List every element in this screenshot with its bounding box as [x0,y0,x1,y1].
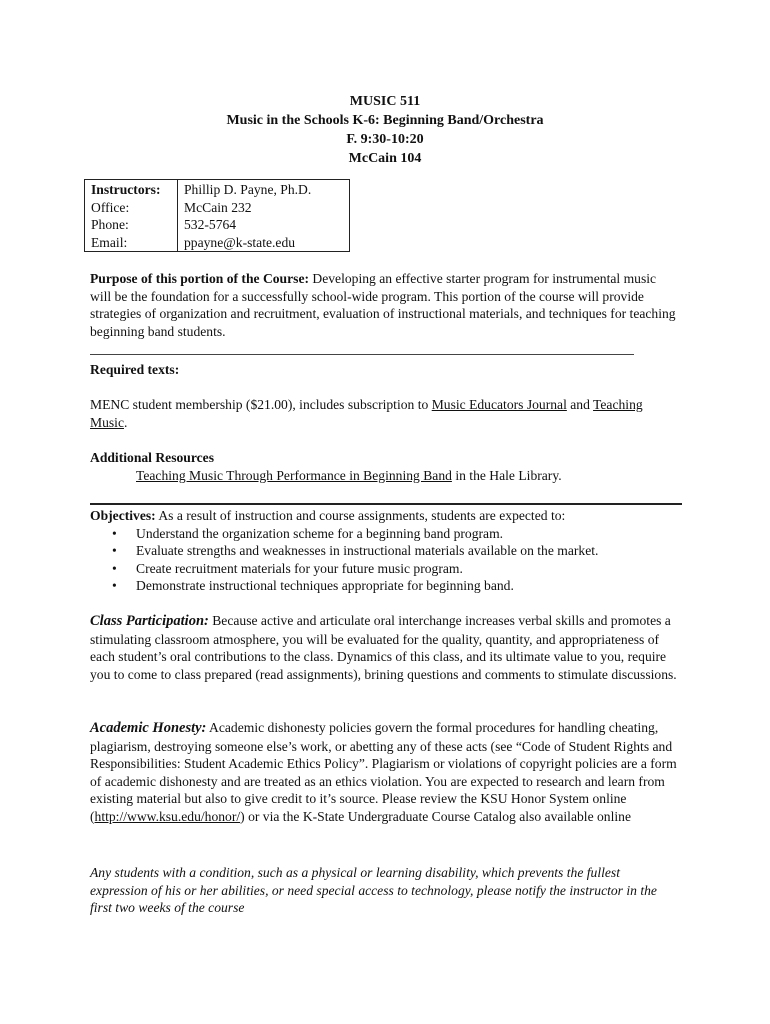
bullet: • [112,578,117,594]
objective-text: Evaluate strengths and weaknesses in instructional materials available on the market. [136,543,599,559]
additional-resources-section [90,449,678,484]
magazine-title-link[interactable]: Teaching Music [90,397,643,430]
office-label: Office: [85,199,178,217]
academic-honesty-text: Academic dishonesty policies govern the formal procedures for handling cheating, plagiarism, destroying someone else’s work, or abetting any of these acts (see “Code of Student Rights and Responsibilities: Student Academic Ethics Policy”. Plagiarism or violations of copyright policies are a form of academic dishonesty and are treated as an ethics violation. You are expected to research and learn from existing material but also to give credit to it’s source. Please review the KSU Honor System online ( [90,720,677,824]
list-item [90,542,690,560]
purpose-heading: Purpose of this portion of the Course: [90,271,310,286]
list-item [90,577,690,595]
required-texts-and: and [566,397,594,412]
honor-system-link[interactable]: http://www.ksu.edu/honor/ [94,808,241,824]
resource-book-link[interactable]: Teaching Music Through Performance in Beginning Band [136,467,452,483]
instructor-row [85,180,350,199]
objectives-section [90,507,690,595]
resource-location: in the Hale Library. [451,467,562,483]
objective-text: Understand the organization scheme for a beginning band program. [136,525,504,541]
class-participation-heading: Class Participation: [90,613,209,629]
objectives-intro-line [90,507,690,525]
bullet: • [112,560,117,576]
email-value: ppayne@k-state.edu [184,234,296,250]
class-participation-section [90,612,680,683]
required-texts-intro: MENC student membership ($21.00), includes subscription to [90,397,432,412]
objectives-intro: As a result of instruction and course assignments, students are expected to: [155,508,566,523]
list-item [90,525,690,543]
journal-title-link[interactable]: Music Educators Journal [431,397,567,412]
disability-note: Any students with a condition, such as a physical or learning disability, which prevents the fullest expression of his or her abilities, or need special access to technology, please notify the instructor in the first two weeks of the course [90,865,657,916]
purpose-section [90,270,678,340]
course-location: McCain 104 [348,151,422,166]
course-title: Music in the Schools K-6: Beginning Band/Orchestra [226,113,544,128]
phone-value: 532-5764 [184,217,237,232]
required-texts-body [90,396,660,431]
class-participation-text: Because active and articulate oral interchange increases verbal skills and promotes a stimulating classroom atmosphere, you will be evaluated for the quality, quantity, and appropriateness of each student’s oral contributions to the class. Dynamics of this class, and its ultimate value to you, require you to come to class prepared (read assignments), brining questions and comments to stimulate discussions. [90,613,677,682]
additional-resources-item [90,467,678,485]
email-row [85,234,350,252]
academic-honesty-text-end: ) or via the K-State Undergraduate Course Catalog also available online [240,808,631,824]
objectives-list [90,525,690,595]
office-value: McCain 232 [184,199,252,215]
section-divider [90,354,634,355]
required-texts-heading [90,361,678,379]
additional-resources-heading: Additional Resources [90,450,214,465]
objective-text: Create recruitment materials for your future music program. [136,560,463,576]
office-row [85,199,350,217]
instructor-table [84,179,350,252]
instructor-label: Instructors: [85,180,178,199]
instructor-name: Phillip D. Payne, Ph.D. [184,182,312,197]
phone-row [85,216,350,234]
course-header [0,92,770,168]
bullet: • [112,525,117,541]
email-label: Email: [85,234,178,252]
bullet: • [112,543,117,559]
required-texts-period: . [123,414,128,430]
required-texts-title: Required texts: [90,362,180,377]
academic-honesty-section [90,719,682,826]
objective-text: Demonstrate instructional techniques appropriate for beginning band. [136,578,514,594]
purpose-text: Developing an effective starter program for instrumental music will be the foundation for a successfully school-wide program. This portion of the course will provide strategies of organization and recruitment, evaluation of instructional materials, and techniques for teaching beginning band students. [90,271,676,339]
objectives-divider [90,503,682,505]
course-code: MUSIC 511 [349,94,421,109]
list-item [90,560,690,578]
course-time: F. 9:30-10:20 [346,132,424,147]
objectives-heading: Objectives: [90,508,156,523]
academic-honesty-heading: Academic Honesty: [90,720,207,736]
phone-label: Phone: [85,216,178,234]
